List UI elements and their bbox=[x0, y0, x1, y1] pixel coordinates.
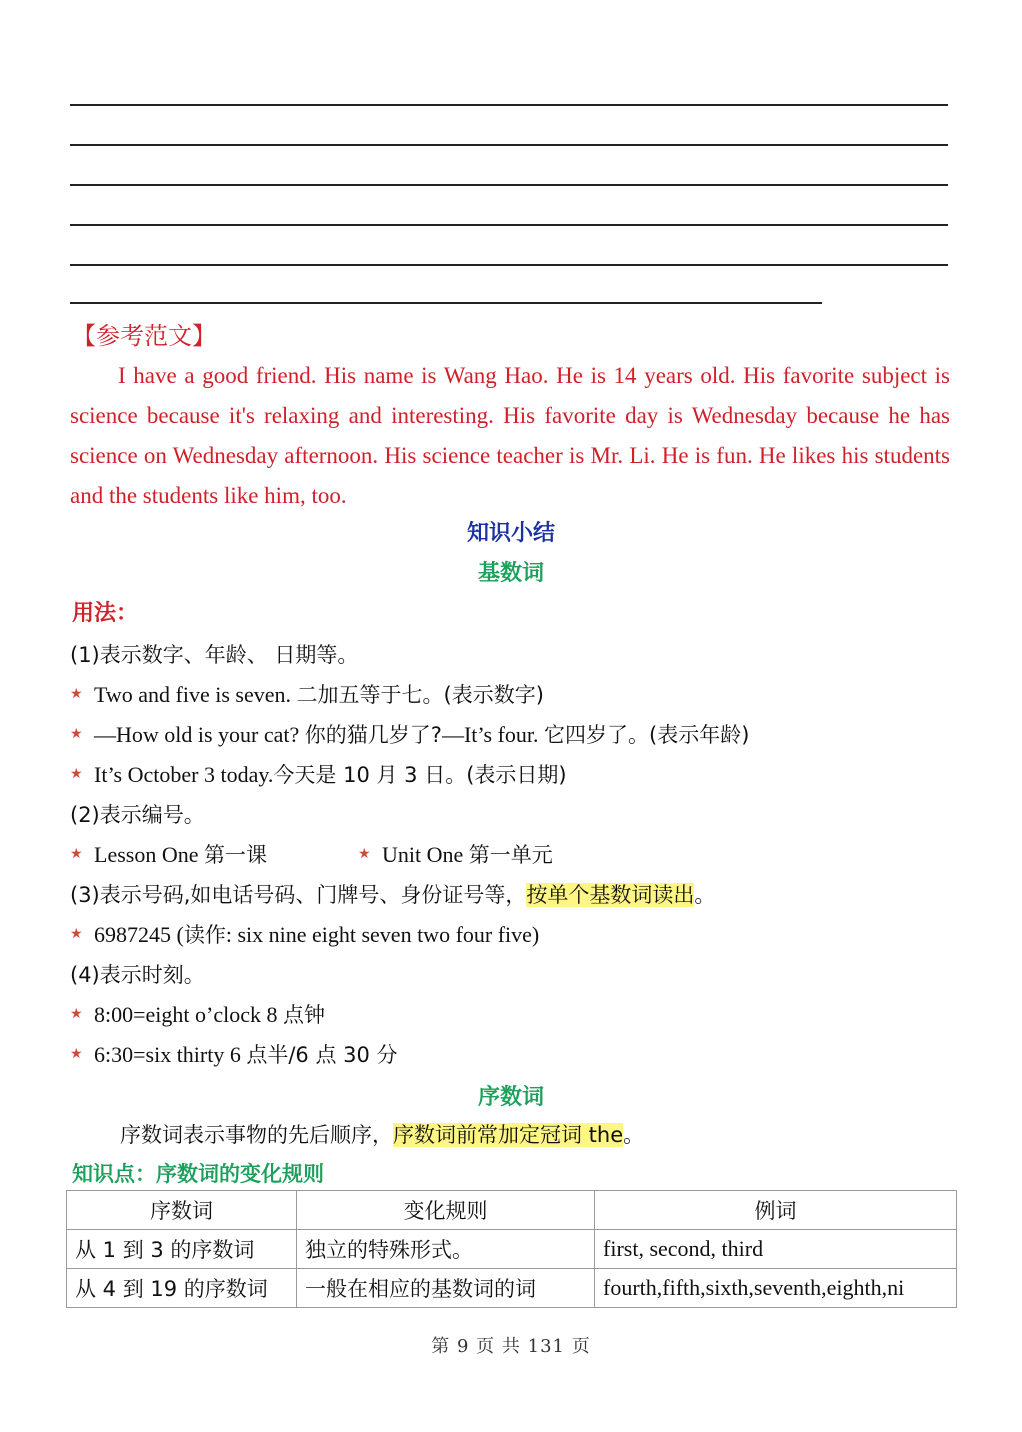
table-row bbox=[67, 1269, 957, 1308]
highlight-text: 按单个基数词读出 bbox=[526, 883, 695, 907]
example-cn: 二加五等于七。(表示数字) bbox=[296, 683, 544, 707]
table-header-row bbox=[67, 1191, 957, 1230]
point-3 bbox=[70, 880, 715, 910]
point-2 bbox=[70, 800, 205, 830]
example-en: : six nine eight seven two four five) bbox=[225, 922, 540, 947]
point-1-text: (1)表示数字、年龄、 日期等。 bbox=[70, 643, 359, 667]
example-en: Lesson One bbox=[94, 842, 199, 867]
table-cell: 独立的特殊形式。 bbox=[297, 1230, 595, 1269]
table-cell: first, second, third bbox=[595, 1230, 957, 1269]
writing-line bbox=[70, 184, 948, 186]
point-4-text: (4)表示时刻。 bbox=[70, 963, 205, 987]
point-2-text: (2)表示编号。 bbox=[70, 803, 205, 827]
example-4a bbox=[70, 1000, 325, 1032]
ordinal-rules-table bbox=[66, 1190, 957, 1308]
ordinal-desc bbox=[120, 1120, 644, 1150]
table-cell: 一般在相应的基数词的词 bbox=[297, 1269, 595, 1308]
star-icon: ★ bbox=[70, 726, 83, 742]
table-cell: 从 1 到 3 的序数词 bbox=[67, 1230, 297, 1269]
example-1c bbox=[70, 760, 567, 792]
usage-label: 用法： bbox=[72, 601, 139, 626]
ordinal-title: 序数词 bbox=[477, 1085, 544, 1110]
example-en: —It’s four. bbox=[441, 722, 539, 747]
table-header: 序数词 bbox=[67, 1191, 297, 1230]
writing-line bbox=[70, 264, 948, 266]
table-header: 变化规则 bbox=[297, 1191, 595, 1230]
star-icon: ★ bbox=[70, 846, 83, 862]
table-row bbox=[67, 1230, 957, 1269]
point-4 bbox=[70, 960, 205, 990]
writing-line bbox=[70, 224, 948, 226]
example-cn: 点钟 bbox=[282, 1003, 325, 1027]
star-icon: ★ bbox=[70, 1046, 83, 1062]
example-1b bbox=[70, 720, 749, 752]
summary-title: 知识小结 bbox=[466, 521, 555, 546]
example-en: Two and five is seven. bbox=[94, 682, 292, 707]
point-3-text: (3)表示号码,如电话号码、门牌号、身份证号等， bbox=[70, 883, 527, 907]
example-cn: 它四岁了。(表示年龄) bbox=[544, 723, 750, 747]
table-cell: fourth,fifth,sixth,seventh,eighth,ni bbox=[595, 1269, 957, 1308]
page-footer: 第 9 页 共 131 页 bbox=[431, 1336, 591, 1357]
writing-line bbox=[70, 302, 822, 304]
example-en: —How old is your cat? bbox=[94, 722, 300, 747]
example-2 bbox=[70, 840, 553, 872]
table-cell: 从 4 到 19 的序数词 bbox=[67, 1269, 297, 1308]
star-icon: ★ bbox=[70, 1006, 83, 1022]
example-en: 6:30=six thirty 6 bbox=[94, 1042, 241, 1067]
example-en: 8:00=eight o’clock 8 bbox=[94, 1002, 278, 1027]
reference-title: 【参考范文】 bbox=[72, 322, 216, 350]
example-cn: 你的猫几岁了? bbox=[304, 723, 442, 747]
knowledge-point-title: 知识点：序数词的变化规则 bbox=[72, 1162, 324, 1186]
example-cn: 点半/6 点 30 分 bbox=[246, 1043, 398, 1067]
writing-line bbox=[70, 144, 948, 146]
star-icon: ★ bbox=[70, 686, 83, 702]
example-4b bbox=[70, 1040, 398, 1072]
example-en: Unit One bbox=[381, 842, 464, 867]
ordinal-desc-text: 序数词表示事物的先后顺序， bbox=[120, 1123, 393, 1147]
cardinal-title: 基数词 bbox=[477, 561, 544, 586]
star-icon: ★ bbox=[70, 926, 83, 942]
example-cn: 第一单元 bbox=[468, 843, 553, 867]
star-icon: ★ bbox=[70, 766, 83, 782]
ordinal-desc-end: 。 bbox=[623, 1123, 645, 1147]
example-en: 6987245 ( bbox=[94, 922, 184, 947]
writing-line bbox=[70, 104, 948, 106]
star-icon: ★ bbox=[357, 846, 371, 862]
example-cn: 读作 bbox=[183, 923, 226, 947]
example-cn: 第一课 bbox=[203, 843, 267, 867]
point-3-end: 。 bbox=[694, 883, 716, 907]
reference-essay: I have a good friend. His name is Wang Hao. He is 14 years old. His favorite subject is science because it's relaxing and interesting. His favorite day is Wednesday because he has science on Wednesday afternoon. His science teacher is Mr. Li. He is fun. He likes his students and the students like him, too. bbox=[70, 363, 950, 508]
example-1a bbox=[70, 680, 544, 712]
highlight-text: 序数词前常加定冠词 the bbox=[393, 1123, 624, 1147]
example-3 bbox=[70, 920, 539, 952]
point-1 bbox=[70, 640, 358, 670]
table-header: 例词 bbox=[595, 1191, 957, 1230]
example-en: It’s October 3 today. bbox=[94, 762, 274, 787]
example-cn: 今天是 10 月 3 日。(表示日期) bbox=[273, 763, 567, 787]
